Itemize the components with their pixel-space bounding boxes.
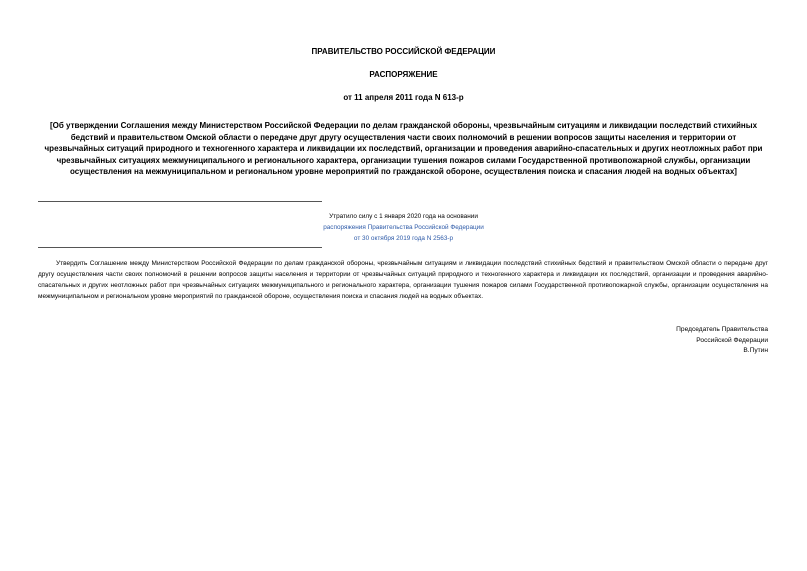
signature-name: В.Путин: [743, 347, 768, 354]
signature-position: Председатель Правительства: [676, 326, 768, 333]
divider-top: [38, 201, 322, 202]
document-type: РАСПОРЯЖЕНИЕ: [369, 70, 438, 79]
status-note-link[interactable]: распоряжения Правительства Российской Федерации: [323, 224, 484, 231]
document-subject: [Об утверждении Соглашения между Министерством Российской Федерации по делам гражданской обороны, чрезвычайным ситуациям и ликвидации последствий стихийных бедствий и правительством Омской области о передаче друг другу осуществления части своих полномочий в решении вопросов защиты населения и территории от чрезвычайных ситуаций природного и техногенного характера и ликвидации их последствий, организации и проведения аварийно-спасательных и других неотложных работ при чрезвычайных ситуациях межмуниципального и регионального характера, организации тушения пожаров силами Государственной противопожарной службы, организации осуществления на межмуниципальном и региональном уровне мероприятий по гражданской обороне, осуществления поиска и спасания людей на водных объектах]: [44, 121, 763, 177]
divider-bottom: [38, 247, 322, 248]
signature-organization: Российской Федерации: [696, 337, 768, 344]
status-note-text: Утратило силу с 1 января 2020 года на основании: [329, 213, 478, 220]
body-paragraph: Утвердить Соглашение между Министерством Российской Федерации по делам гражданской обороны, чрезвычайным ситуациям и ликвидации последствий стихийных бедствий и правительством Омской области о передаче друг другу осуществления части своих полномочий в решении вопросов защиты населения и территории от чрезвычайных ситуаций природного и техногенного характера и ликвидации их последствий, организации и проведения аварийно-спасательных и других неотложных работ при чрезвычайных ситуациях межмуниципального и регионального характера, организации тушения пожаров силами Государственной противопожарной службы, организации осуществления на межмуниципальном и региональном уровне мероприятий по гражданской обороне, осуществления поиска и спасания людей на водных объектах.: [38, 260, 768, 300]
document-date: от 11 апреля 2011 года N 613-р: [343, 93, 464, 102]
government-title: ПРАВИТЕЛЬСТВО РОССИЙСКОЙ ФЕДЕРАЦИИ: [311, 47, 496, 56]
status-note-link-date[interactable]: от 30 октября 2019 года N 2563-р: [353, 235, 454, 242]
